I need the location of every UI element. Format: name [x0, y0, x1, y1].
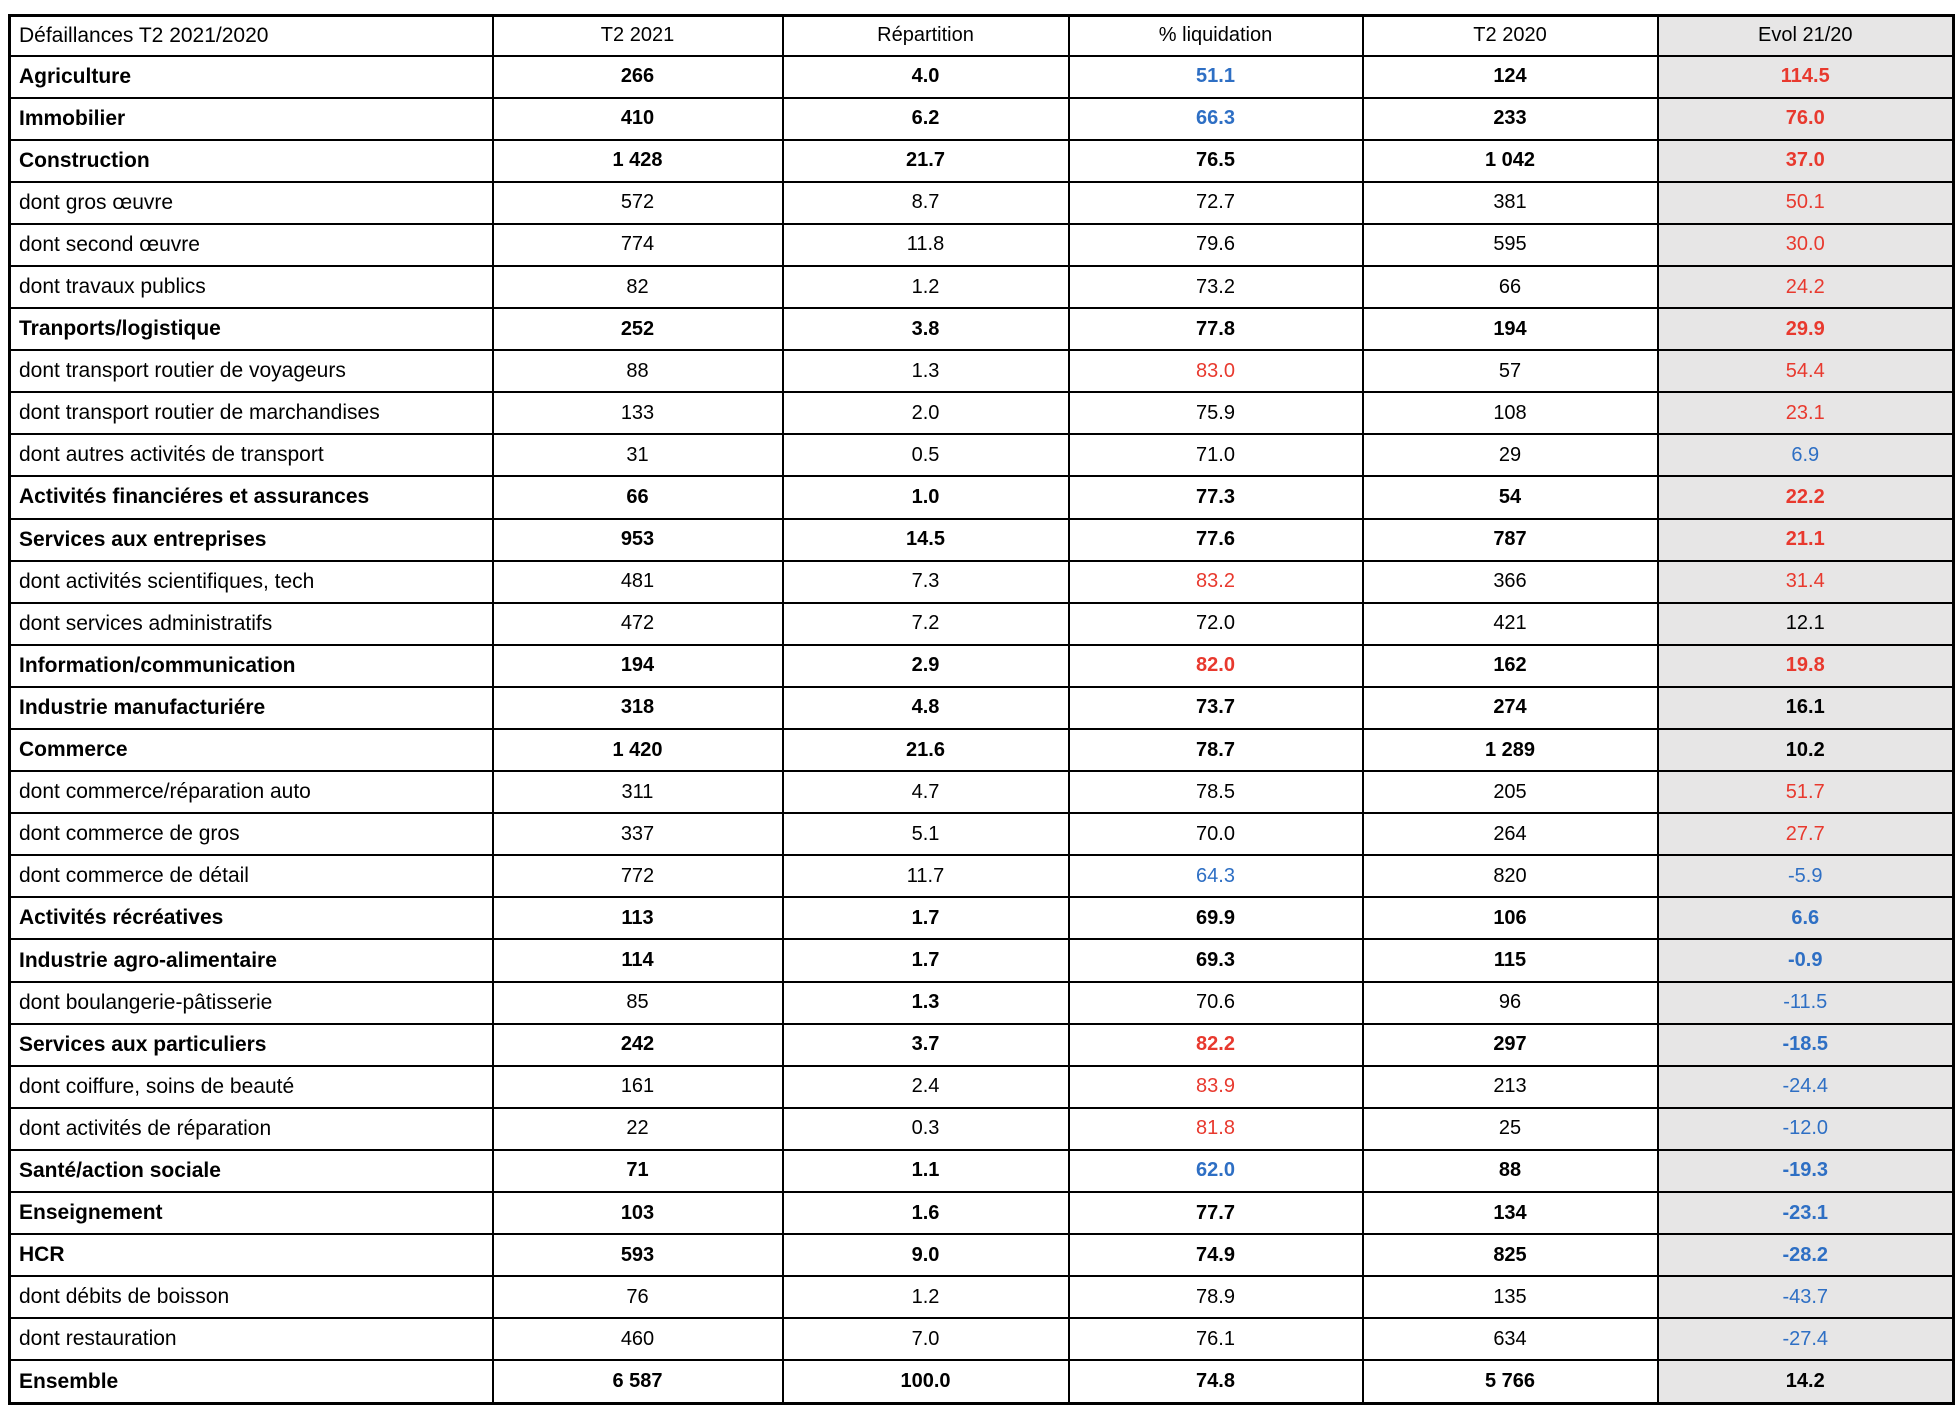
t2-2020-cell: 29 [1363, 434, 1658, 476]
t2-2021-cell: 1 420 [493, 729, 783, 771]
table-row [10, 434, 1954, 476]
header-liquidation: % liquidation [1069, 16, 1363, 56]
t2-2021-cell: 161 [493, 1066, 783, 1108]
liquidation-cell: 78.9 [1069, 1276, 1363, 1318]
evol-cell: -23.1 [1658, 1192, 1954, 1234]
table-row [10, 729, 1954, 771]
table-row [10, 1276, 1954, 1318]
t2-2021-cell: 71 [493, 1150, 783, 1192]
evol-cell: 6.6 [1658, 897, 1954, 939]
table-row [10, 350, 1954, 392]
repartition-cell: 1.3 [783, 350, 1069, 392]
sector-label-cell: Activités financiéres et assurances [10, 476, 493, 518]
t2-2021-cell: 481 [493, 561, 783, 603]
t2-2021-cell: 114 [493, 939, 783, 981]
sector-label-cell: Santé/action sociale [10, 1150, 493, 1192]
repartition-cell: 4.0 [783, 56, 1069, 98]
sector-label-cell: Construction [10, 140, 493, 182]
t2-2021-cell: 85 [493, 982, 783, 1024]
evol-cell: 16.1 [1658, 687, 1954, 729]
liquidation-cell: 70.0 [1069, 813, 1363, 855]
header-evol: Evol 21/20 [1658, 16, 1954, 56]
sector-label-cell: dont coiffure, soins de beauté [10, 1066, 493, 1108]
t2-2020-cell: 264 [1363, 813, 1658, 855]
t2-2021-cell: 76 [493, 1276, 783, 1318]
t2-2020-cell: 825 [1363, 1234, 1658, 1276]
repartition-cell: 21.7 [783, 140, 1069, 182]
table-row [10, 855, 1954, 897]
t2-2021-cell: 311 [493, 771, 783, 813]
t2-2020-cell: 595 [1363, 224, 1658, 266]
repartition-cell: 21.6 [783, 729, 1069, 771]
t2-2020-cell: 820 [1363, 855, 1658, 897]
liquidation-cell: 73.7 [1069, 687, 1363, 729]
table-row [10, 813, 1954, 855]
evol-cell: 31.4 [1658, 561, 1954, 603]
t2-2021-cell: 82 [493, 266, 783, 308]
liquidation-cell: 77.7 [1069, 1192, 1363, 1234]
repartition-cell: 1.7 [783, 939, 1069, 981]
sector-label-cell: Enseignement [10, 1192, 493, 1234]
evol-cell: -18.5 [1658, 1024, 1954, 1066]
t2-2020-cell: 162 [1363, 645, 1658, 687]
repartition-cell: 1.2 [783, 1276, 1069, 1318]
repartition-cell: 1.2 [783, 266, 1069, 308]
t2-2021-cell: 593 [493, 1234, 783, 1276]
sector-label-cell: Tranports/logistique [10, 308, 493, 350]
evol-cell: 19.8 [1658, 645, 1954, 687]
t2-2021-cell: 572 [493, 182, 783, 224]
t2-2021-cell: 242 [493, 1024, 783, 1066]
repartition-cell: 7.2 [783, 603, 1069, 645]
table-row [10, 687, 1954, 729]
table-body [10, 56, 1954, 1404]
evol-cell: 114.5 [1658, 56, 1954, 98]
repartition-cell: 7.0 [783, 1318, 1069, 1360]
table-row [10, 519, 1954, 561]
evol-cell: 50.1 [1658, 182, 1954, 224]
liquidation-cell: 75.9 [1069, 392, 1363, 434]
sector-label-cell: dont commerce de détail [10, 855, 493, 897]
table-row [10, 1108, 1954, 1150]
repartition-cell: 3.7 [783, 1024, 1069, 1066]
liquidation-cell: 70.6 [1069, 982, 1363, 1024]
t2-2021-cell: 88 [493, 350, 783, 392]
sector-label-cell: Ensemble [10, 1360, 493, 1403]
table-row [10, 982, 1954, 1024]
liquidation-cell: 83.2 [1069, 561, 1363, 603]
t2-2020-cell: 5 766 [1363, 1360, 1658, 1403]
liquidation-cell: 76.5 [1069, 140, 1363, 182]
sector-label-cell: Commerce [10, 729, 493, 771]
liquidation-cell: 74.8 [1069, 1360, 1363, 1403]
liquidation-cell: 66.3 [1069, 98, 1363, 140]
repartition-cell: 1.0 [783, 476, 1069, 518]
evol-cell: 12.1 [1658, 603, 1954, 645]
evol-cell: -5.9 [1658, 855, 1954, 897]
t2-2020-cell: 88 [1363, 1150, 1658, 1192]
liquidation-cell: 64.3 [1069, 855, 1363, 897]
evol-cell: -11.5 [1658, 982, 1954, 1024]
t2-2021-cell: 1 428 [493, 140, 783, 182]
table-row [10, 1360, 1954, 1403]
sector-label-cell: dont travaux publics [10, 266, 493, 308]
repartition-cell: 1.6 [783, 1192, 1069, 1234]
t2-2021-cell: 22 [493, 1108, 783, 1150]
header-t2-2020: T2 2020 [1363, 16, 1658, 56]
evol-cell: 27.7 [1658, 813, 1954, 855]
evol-cell: 14.2 [1658, 1360, 1954, 1403]
sector-label-cell: dont commerce/réparation auto [10, 771, 493, 813]
failures-table [8, 14, 1955, 1405]
table-row [10, 561, 1954, 603]
t2-2020-cell: 421 [1363, 603, 1658, 645]
header-t2-2021: T2 2021 [493, 16, 783, 56]
t2-2020-cell: 634 [1363, 1318, 1658, 1360]
t2-2020-cell: 135 [1363, 1276, 1658, 1318]
t2-2020-cell: 205 [1363, 771, 1658, 813]
sector-label-cell: Immobilier [10, 98, 493, 140]
t2-2020-cell: 106 [1363, 897, 1658, 939]
sector-label-cell: dont gros œuvre [10, 182, 493, 224]
repartition-cell: 6.2 [783, 98, 1069, 140]
liquidation-cell: 77.6 [1069, 519, 1363, 561]
liquidation-cell: 51.1 [1069, 56, 1363, 98]
t2-2021-cell: 113 [493, 897, 783, 939]
t2-2020-cell: 1 289 [1363, 729, 1658, 771]
t2-2020-cell: 297 [1363, 1024, 1658, 1066]
repartition-cell: 4.8 [783, 687, 1069, 729]
liquidation-cell: 72.0 [1069, 603, 1363, 645]
liquidation-cell: 71.0 [1069, 434, 1363, 476]
table-row [10, 1066, 1954, 1108]
evol-cell: 29.9 [1658, 308, 1954, 350]
table-row [10, 56, 1954, 98]
evol-cell: -28.2 [1658, 1234, 1954, 1276]
sector-label-cell: dont transport routier de voyageurs [10, 350, 493, 392]
t2-2021-cell: 66 [493, 476, 783, 518]
table-row [10, 1192, 1954, 1234]
t2-2020-cell: 233 [1363, 98, 1658, 140]
t2-2020-cell: 1 042 [1363, 140, 1658, 182]
repartition-cell: 11.8 [783, 224, 1069, 266]
repartition-cell: 11.7 [783, 855, 1069, 897]
t2-2021-cell: 194 [493, 645, 783, 687]
table-row [10, 1150, 1954, 1192]
evol-cell: 22.2 [1658, 476, 1954, 518]
sector-label-cell: dont transport routier de marchandises [10, 392, 493, 434]
liquidation-cell: 82.2 [1069, 1024, 1363, 1066]
t2-2020-cell: 66 [1363, 266, 1658, 308]
sector-label-cell: dont restauration [10, 1318, 493, 1360]
repartition-cell: 1.1 [783, 1150, 1069, 1192]
sector-label-cell: dont autres activités de transport [10, 434, 493, 476]
repartition-cell: 14.5 [783, 519, 1069, 561]
sector-label-cell: dont activités scientifiques, tech [10, 561, 493, 603]
header-repartition: Répartition [783, 16, 1069, 56]
repartition-cell: 9.0 [783, 1234, 1069, 1276]
sector-label-cell: dont second œuvre [10, 224, 493, 266]
sector-label-cell: Services aux entreprises [10, 519, 493, 561]
evol-cell: 51.7 [1658, 771, 1954, 813]
evol-cell: -12.0 [1658, 1108, 1954, 1150]
evol-cell: -27.4 [1658, 1318, 1954, 1360]
t2-2020-cell: 57 [1363, 350, 1658, 392]
t2-2020-cell: 25 [1363, 1108, 1658, 1150]
evol-cell: 30.0 [1658, 224, 1954, 266]
table-row [10, 224, 1954, 266]
table-row [10, 771, 1954, 813]
table-row [10, 939, 1954, 981]
t2-2020-cell: 54 [1363, 476, 1658, 518]
table-row [10, 266, 1954, 308]
t2-2020-cell: 115 [1363, 939, 1658, 981]
t2-2020-cell: 213 [1363, 1066, 1658, 1108]
t2-2021-cell: 472 [493, 603, 783, 645]
liquidation-cell: 82.0 [1069, 645, 1363, 687]
evol-cell: 6.9 [1658, 434, 1954, 476]
liquidation-cell: 81.8 [1069, 1108, 1363, 1150]
t2-2021-cell: 460 [493, 1318, 783, 1360]
sector-label-cell: Activités récréatives [10, 897, 493, 939]
t2-2021-cell: 31 [493, 434, 783, 476]
header-title-cell: Défaillances T2 2021/2020 [10, 16, 493, 56]
t2-2021-cell: 266 [493, 56, 783, 98]
liquidation-cell: 69.3 [1069, 939, 1363, 981]
t2-2020-cell: 381 [1363, 182, 1658, 224]
repartition-cell: 0.3 [783, 1108, 1069, 1150]
t2-2020-cell: 96 [1363, 982, 1658, 1024]
t2-2021-cell: 953 [493, 519, 783, 561]
liquidation-cell: 83.0 [1069, 350, 1363, 392]
repartition-cell: 8.7 [783, 182, 1069, 224]
t2-2020-cell: 108 [1363, 392, 1658, 434]
t2-2020-cell: 124 [1363, 56, 1658, 98]
table-row [10, 1318, 1954, 1360]
t2-2020-cell: 134 [1363, 1192, 1658, 1234]
sector-label-cell: dont boulangerie-pâtisserie [10, 982, 493, 1024]
repartition-cell: 0.5 [783, 434, 1069, 476]
t2-2021-cell: 133 [493, 392, 783, 434]
evol-cell: -43.7 [1658, 1276, 1954, 1318]
liquidation-cell: 78.7 [1069, 729, 1363, 771]
t2-2021-cell: 772 [493, 855, 783, 897]
liquidation-cell: 72.7 [1069, 182, 1363, 224]
t2-2020-cell: 274 [1363, 687, 1658, 729]
sector-label-cell: dont débits de boisson [10, 1276, 493, 1318]
table-row [10, 645, 1954, 687]
t2-2021-cell: 103 [493, 1192, 783, 1234]
repartition-cell: 1.7 [783, 897, 1069, 939]
liquidation-cell: 62.0 [1069, 1150, 1363, 1192]
evol-cell: 37.0 [1658, 140, 1954, 182]
evol-cell: 21.1 [1658, 519, 1954, 561]
t2-2020-cell: 366 [1363, 561, 1658, 603]
evol-cell: 76.0 [1658, 98, 1954, 140]
t2-2020-cell: 194 [1363, 308, 1658, 350]
repartition-cell: 5.1 [783, 813, 1069, 855]
table-row [10, 476, 1954, 518]
evol-cell: -24.4 [1658, 1066, 1954, 1108]
repartition-cell: 2.4 [783, 1066, 1069, 1108]
sector-label-cell: Information/communication [10, 645, 493, 687]
failures-table-container [8, 14, 1952, 1405]
repartition-cell: 2.0 [783, 392, 1069, 434]
sector-label-cell: Industrie agro-alimentaire [10, 939, 493, 981]
liquidation-cell: 78.5 [1069, 771, 1363, 813]
liquidation-cell: 69.9 [1069, 897, 1363, 939]
evol-cell: 24.2 [1658, 266, 1954, 308]
liquidation-cell: 83.9 [1069, 1066, 1363, 1108]
t2-2020-cell: 787 [1363, 519, 1658, 561]
evol-cell: -19.3 [1658, 1150, 1954, 1192]
t2-2021-cell: 774 [493, 224, 783, 266]
evol-cell: -0.9 [1658, 939, 1954, 981]
repartition-cell: 100.0 [783, 1360, 1069, 1403]
sector-label-cell: HCR [10, 1234, 493, 1276]
repartition-cell: 4.7 [783, 771, 1069, 813]
t2-2021-cell: 318 [493, 687, 783, 729]
liquidation-cell: 76.1 [1069, 1318, 1363, 1360]
table-row [10, 308, 1954, 350]
liquidation-cell: 74.9 [1069, 1234, 1363, 1276]
repartition-cell: 2.9 [783, 645, 1069, 687]
sector-label-cell: Agriculture [10, 56, 493, 98]
t2-2021-cell: 337 [493, 813, 783, 855]
evol-cell: 23.1 [1658, 392, 1954, 434]
liquidation-cell: 77.8 [1069, 308, 1363, 350]
sector-label-cell: dont services administratifs [10, 603, 493, 645]
header-row [10, 16, 1954, 56]
sector-label-cell: Services aux particuliers [10, 1024, 493, 1066]
t2-2021-cell: 6 587 [493, 1360, 783, 1403]
evol-cell: 54.4 [1658, 350, 1954, 392]
table-row [10, 98, 1954, 140]
t2-2021-cell: 410 [493, 98, 783, 140]
table-row [10, 392, 1954, 434]
liquidation-cell: 77.3 [1069, 476, 1363, 518]
repartition-cell: 1.3 [783, 982, 1069, 1024]
table-row [10, 1024, 1954, 1066]
table-row [10, 603, 1954, 645]
liquidation-cell: 79.6 [1069, 224, 1363, 266]
sector-label-cell: Industrie manufacturiére [10, 687, 493, 729]
evol-cell: 10.2 [1658, 729, 1954, 771]
table-row [10, 897, 1954, 939]
table-row [10, 1234, 1954, 1276]
table-row [10, 140, 1954, 182]
repartition-cell: 7.3 [783, 561, 1069, 603]
t2-2021-cell: 252 [493, 308, 783, 350]
sector-label-cell: dont commerce de gros [10, 813, 493, 855]
liquidation-cell: 73.2 [1069, 266, 1363, 308]
table-row [10, 182, 1954, 224]
repartition-cell: 3.8 [783, 308, 1069, 350]
sector-label-cell: dont activités de réparation [10, 1108, 493, 1150]
